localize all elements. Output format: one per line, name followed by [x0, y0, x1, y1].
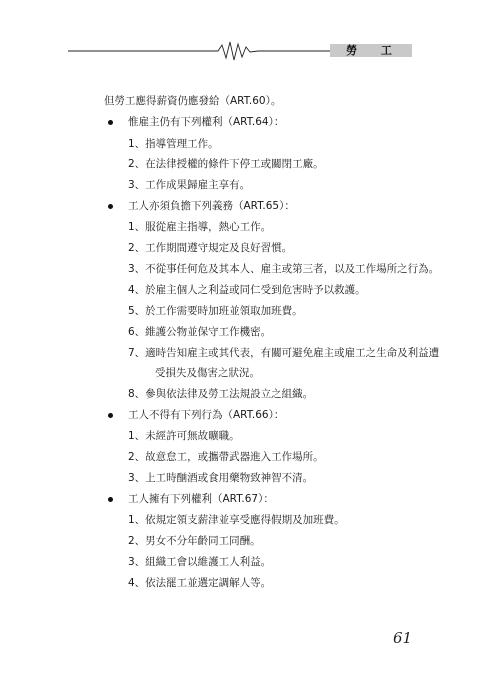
bullet-icon	[108, 120, 113, 125]
page-number: 61	[393, 629, 413, 647]
list-item: 2、故意怠工，或攜帶武器進入工作場所。	[128, 451, 324, 463]
list-item: 3、不從事任何危及其本人、雇主或第三者，以及工作場所之行為。	[128, 263, 440, 275]
list-item: 7、適時告知雇主或其代表，有關可避免雇主或雇工之生命及利益遭	[128, 347, 440, 359]
list-item: 5、於工作需要時加班並領取加班費。	[128, 305, 303, 317]
intro-text: 但勞工應得薪資仍應發給（ART.60）。	[104, 95, 282, 107]
list-item: 4、於雇主個人之利益或同仁受到危害時予以救護。	[128, 284, 366, 296]
list-item: 1、服從雇主指導，熱心工作。	[128, 221, 272, 233]
page-header	[0, 0, 480, 70]
list-item: 8、參與依法律及勞工法規設立之組織。	[128, 388, 314, 400]
bullet-icon	[108, 204, 113, 209]
section-heading: 惟雇主仍有下列權利（ART.64）：	[128, 116, 285, 128]
list-item: 3、上工時酗酒或食用藥物致神智不清。	[128, 472, 314, 484]
section-label: 勞 工	[330, 44, 412, 57]
list-item: 2、男女不分年齡同工同酬。	[128, 535, 261, 547]
list-item: 1、未經許可無故曠職。	[128, 430, 240, 442]
list-item: 1、指導管理工作。	[128, 138, 219, 150]
list-item: 3、組織工會以維護工人利益。	[128, 556, 272, 568]
list-item: 6、維護公物並保守工作機密。	[128, 326, 272, 338]
list-item: 2、在法律授權的條件下停工或關閉工廠。	[128, 158, 324, 170]
list-item-continuation: 受損失及傷害之狀況。	[155, 367, 260, 379]
section-heading: 工人不得有下列行為（ART.66）：	[128, 409, 285, 421]
list-item: 2、工作期間遵守規定及良好習慣。	[128, 242, 293, 254]
section-heading: 工人擁有下列權利（ART.67）：	[128, 493, 274, 505]
list-item: 4、依法罷工並選定調解人等。	[128, 577, 272, 589]
heartbeat-line-icon	[0, 0, 480, 70]
section-heading: 工人亦須負擔下列義務（ART.65）：	[128, 200, 295, 212]
list-item: 1、依規定領支薪津並享受應得假期及加班費。	[128, 514, 345, 526]
bullet-icon	[108, 413, 113, 418]
list-item: 3、工作成果歸雇主享有。	[128, 179, 251, 191]
bullet-icon	[108, 497, 113, 502]
